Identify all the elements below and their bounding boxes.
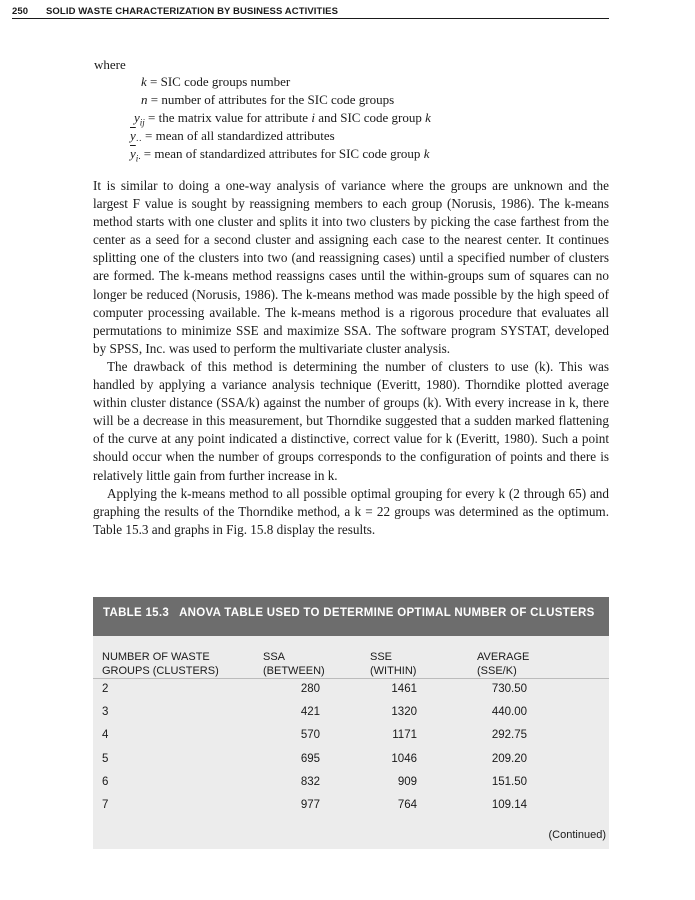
paragraph-1: It is similar to doing a one-way analysis of variance where the groups are unknown and the largest F value is sought by reassigning members to each group (Norusis, 1986). The k-means method starts with one cluster and splits it into two clusters by picking the case farthest from the center as a seed for a second cluster and assigning each case to the nearest center. It continues splitting one of the clusters into two (and reassigning cases) until a specified number of clusters are formed. The k-means method reassigns cases until the within-groups sum of squares can no longer be reduced (Norusis, 1986). The k-means method was made possible by the high speed of computer processing available. The k-means method is a rigorous procedure that evaluates all permutations to minimize SSE and maximize SSA. The software program SYSTAT, developed by SPSS, Inc. was used to perform the multivariate cluster analysis. bbox=[93, 178, 609, 356]
table-row bbox=[93, 724, 609, 747]
table-row bbox=[93, 794, 609, 817]
definition-k: k = SIC code groups number bbox=[141, 74, 291, 89]
column-header-sse: SSE (WITHIN) bbox=[370, 651, 417, 677]
column-header-ssa: SSA (BETWEEN) bbox=[263, 651, 325, 677]
cell-sse: 1171 bbox=[392, 729, 417, 742]
table-row bbox=[93, 771, 609, 794]
cell-average: 209.20 bbox=[491, 752, 527, 765]
cell-sse: 909 bbox=[397, 775, 417, 788]
cell-average: 292.75 bbox=[491, 729, 527, 742]
table-row bbox=[93, 748, 609, 771]
anova-table bbox=[93, 597, 609, 849]
cell-ssa: 695 bbox=[300, 752, 320, 765]
cell-groups: 5 bbox=[102, 752, 109, 765]
cell-sse: 1461 bbox=[391, 683, 417, 695]
paragraph-3: Applying the k-means method to all possible optimal grouping for every k (2 through 65) and graphing the results of the Thorndike method, a k = 22 groups was determined as the optimum. Table 15.3 and graphs in Fig. 15.8 display the results. bbox=[93, 485, 609, 537]
table-header-row bbox=[93, 636, 609, 678]
cell-groups: 3 bbox=[102, 706, 109, 719]
cell-groups: 7 bbox=[102, 798, 109, 811]
definition-yij: $y_{ij}$ = the matrix value for attribute i and SIC code group k bbox=[134, 110, 431, 128]
cell-ssa: 977 bbox=[300, 798, 320, 811]
continued-note: (Continued) bbox=[548, 829, 606, 841]
cell-ssa: 421 bbox=[300, 706, 320, 719]
cell-sse: 1046 bbox=[391, 752, 417, 765]
column-header-groups: NUMBER OF WASTE GROUPS (CLUSTERS) bbox=[102, 651, 219, 677]
table-row bbox=[93, 678, 609, 701]
where-label: where bbox=[94, 57, 126, 72]
cell-ssa: 570 bbox=[300, 729, 320, 742]
definition-ybar-group: $\overline{y}_{i\cdot}$ = mean of standardized attributes for SIC code group k bbox=[130, 146, 430, 164]
table-row bbox=[93, 701, 609, 724]
table-caption: ANOVA TABLE USED TO DETERMINE OPTIMAL NUMBER OF CLUSTERS bbox=[179, 607, 595, 619]
column-header-average: AVERAGE (SSE/K) bbox=[477, 651, 530, 677]
cell-ssa: 280 bbox=[300, 683, 320, 695]
cell-groups: 2 bbox=[102, 683, 109, 695]
table-title bbox=[93, 597, 609, 636]
definition-n: n = number of attributes for the SIC code groups bbox=[141, 92, 395, 107]
cell-sse: 764 bbox=[397, 798, 417, 811]
definition-ybar-grand: $\overline{y}_{\cdot\cdot}$ = mean of all standardized attributes bbox=[130, 128, 335, 146]
cell-ssa: 832 bbox=[300, 775, 320, 788]
cell-average: 109.14 bbox=[491, 798, 527, 811]
table-label: TABLE 15.3 bbox=[103, 607, 170, 619]
cell-average: 151.50 bbox=[491, 775, 527, 788]
cell-average: 440.00 bbox=[491, 706, 527, 719]
cell-groups: 4 bbox=[102, 729, 109, 742]
running-title: SOLID WASTE CHARACTERIZATION BY BUSINESS ACTIVITIES bbox=[46, 6, 339, 17]
paragraph-2: The drawback of this method is determining the number of clusters to use (k). This was handled by applying a variance analysis technique (Everitt, 1980). Thorndike plotted average within cluster distance (SSA/k) against the number of groups (k). With every increase in k, there will be a decrease in this measurement, but Thorndike suggested that a sudden marked flattening of the curve at any point indicated a distinctive, correct value for k (Everitt, 1980). Such a point should occur when the number of groups corresponds to the configuration of points and there is relatively little gain from further increase in k. bbox=[93, 358, 609, 483]
cell-groups: 6 bbox=[102, 775, 109, 788]
running-header bbox=[12, 6, 609, 19]
body-text bbox=[93, 177, 609, 539]
cell-average: 730.50 bbox=[491, 683, 527, 695]
cell-sse: 1320 bbox=[391, 706, 417, 719]
page-number: 250 bbox=[12, 6, 29, 17]
